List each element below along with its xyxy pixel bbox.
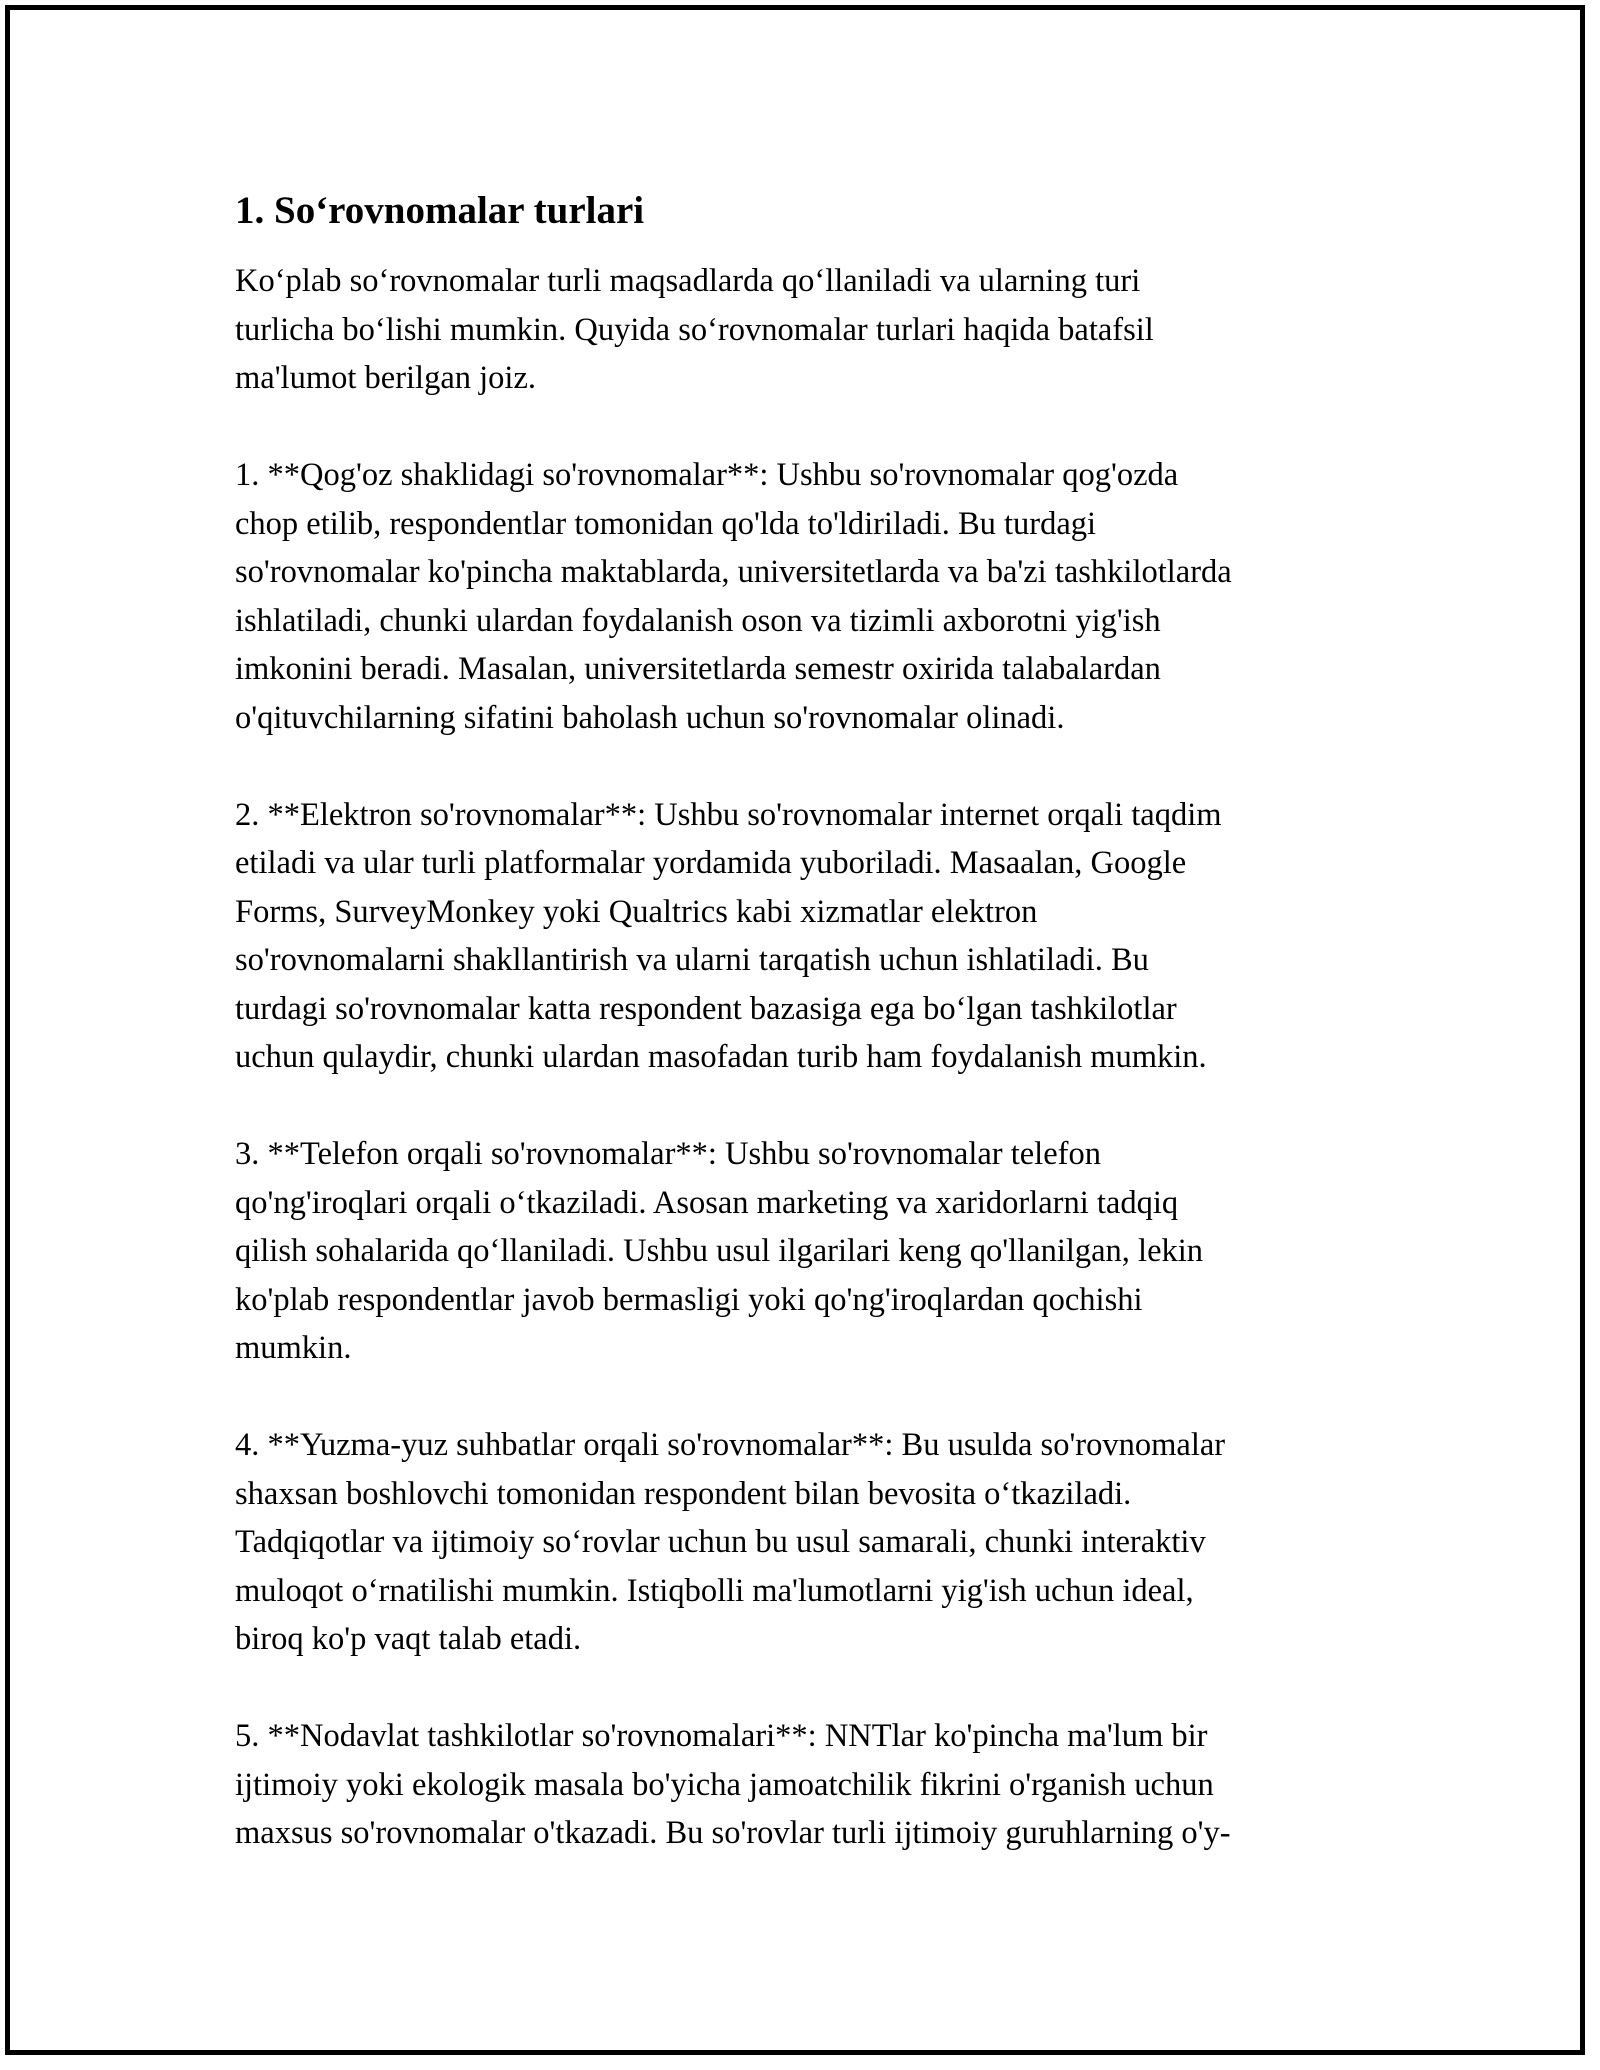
paragraph-line: 5. **Nodavlat tashkilotlar so'rovnomalari**: NNTlar ko'pincha ma'lum bir <box>235 1718 1208 1754</box>
paragraph-line: mumkin. <box>235 1330 352 1366</box>
section-heading: 1. So‘rovnomalar turlari <box>235 189 645 232</box>
paragraph-line: imkonini beradi. Masalan, universitetlarda semestr oxirida talabalardan <box>235 651 1161 687</box>
paragraph-line: qilish sohalarida qo‘llaniladi. Ushbu usul ilgarilari keng qo'llanilgan, lekin <box>235 1233 1204 1269</box>
paragraph-line: maxsus so'rovnomalar o'tkazadi. Bu so'rovlar turli ijtimoiy guruhlarning o'y- <box>235 1815 1231 1851</box>
paragraph-line: chop etilib, respondentlar tomonidan qo'lda to'ldiriladi. Bu turdagi <box>235 505 1097 542</box>
paragraph-line: ko'plab respondentlar javob bermasligi yoki qo'ng'iroqlardan qochishi <box>235 1281 1143 1318</box>
paragraph-line: uchun qulaydir, chunki ulardan masofadan turib ham foydalanish mumkin. <box>235 1039 1207 1075</box>
paragraph-line: so'rovnomalar ko'pincha maktablarda, universitetlarda va ba'zi tashkilotlarda <box>235 554 1232 590</box>
paragraph-line: turdagi so'rovnomalar katta respondent bazasiga ega bo‘lgan tashkilotlar <box>235 990 1177 1027</box>
paragraph-line: etiladi va ular turli platformalar yordamida yuboriladi. Masaalan, Google <box>235 845 1187 881</box>
list-item-electronic-surveys <box>235 791 1370 1082</box>
paragraph-line: qo'ng'iroqlari orqali o‘tkaziladi. Asosan marketing va xaridorlarni tadqiq <box>235 1184 1179 1221</box>
list-item-face-to-face-surveys <box>235 1421 1370 1664</box>
document-body <box>235 185 1370 1906</box>
list-item-ngo-surveys <box>235 1712 1370 1858</box>
paragraph-line: turlicha bo‘lishi mumkin. Quyida so‘rovnomalar turlari haqida batafsil <box>235 311 1154 348</box>
paragraph-line: 2. **Elektron so'rovnomalar**: Ushbu so'rovnomalar internet orqali taqdim <box>235 796 1222 833</box>
paragraph-line: Tadqiqotlar va ijtimoiy so‘rovlar uchun bu usul samarali, chunki interaktiv <box>235 1524 1206 1560</box>
paragraph-line: so'rovnomalarni shakllantirish va ularni tarqatish uchun ishlatiladi. Bu <box>235 942 1149 978</box>
paragraph-line: ishlatiladi, chunki ulardan foydalanish oson va tizimli axborotni yig'ish <box>235 602 1161 639</box>
paragraph-line: shaxsan boshlovchi tomonidan respondent bilan bevosita o‘tkaziladi. <box>235 1475 1132 1512</box>
paragraph-line: biroq ko'p vaqt talab etadi. <box>235 1621 582 1657</box>
paragraph-line: Ko‘plab so‘rovnomalar turli maqsadlarda qo‘llaniladi va ularning turi <box>235 263 1141 299</box>
paragraph-line: o'qituvchilarning sifatini baholash uchun so'rovnomalar olinadi. <box>235 699 1065 736</box>
paragraph-line: Forms, SurveyMonkey yoki Qualtrics kabi xizmatlar elektron <box>235 893 1038 930</box>
paragraph-line: 3. **Telefon orqali so'rovnomalar**: Ushbu so'rovnomalar telefon <box>235 1136 1101 1172</box>
list-item-paper-surveys <box>235 451 1370 742</box>
intro-paragraph <box>235 257 1370 403</box>
list-item-phone-surveys <box>235 1130 1370 1373</box>
paragraph-line: ma'lumot berilgan joiz. <box>235 360 536 396</box>
paragraph-line: 4. **Yuzma-yuz suhbatlar orqali so'rovnomalar**: Bu usulda so'rovnomalar <box>235 1427 1226 1463</box>
paragraph-line: 1. **Qog'oz shaklidagi so'rovnomalar**: Ushbu so'rovnomalar qog'ozda <box>235 457 1179 493</box>
paragraph-line: ijtimoiy yoki ekologik masala bo'yicha jamoatchilik fikrini o'rganish uchun <box>235 1766 1214 1803</box>
paragraph-line: muloqot o‘rnatilishi mumkin. Istiqbolli ma'lumotlarni yig'ish uchun ideal, <box>235 1572 1194 1609</box>
